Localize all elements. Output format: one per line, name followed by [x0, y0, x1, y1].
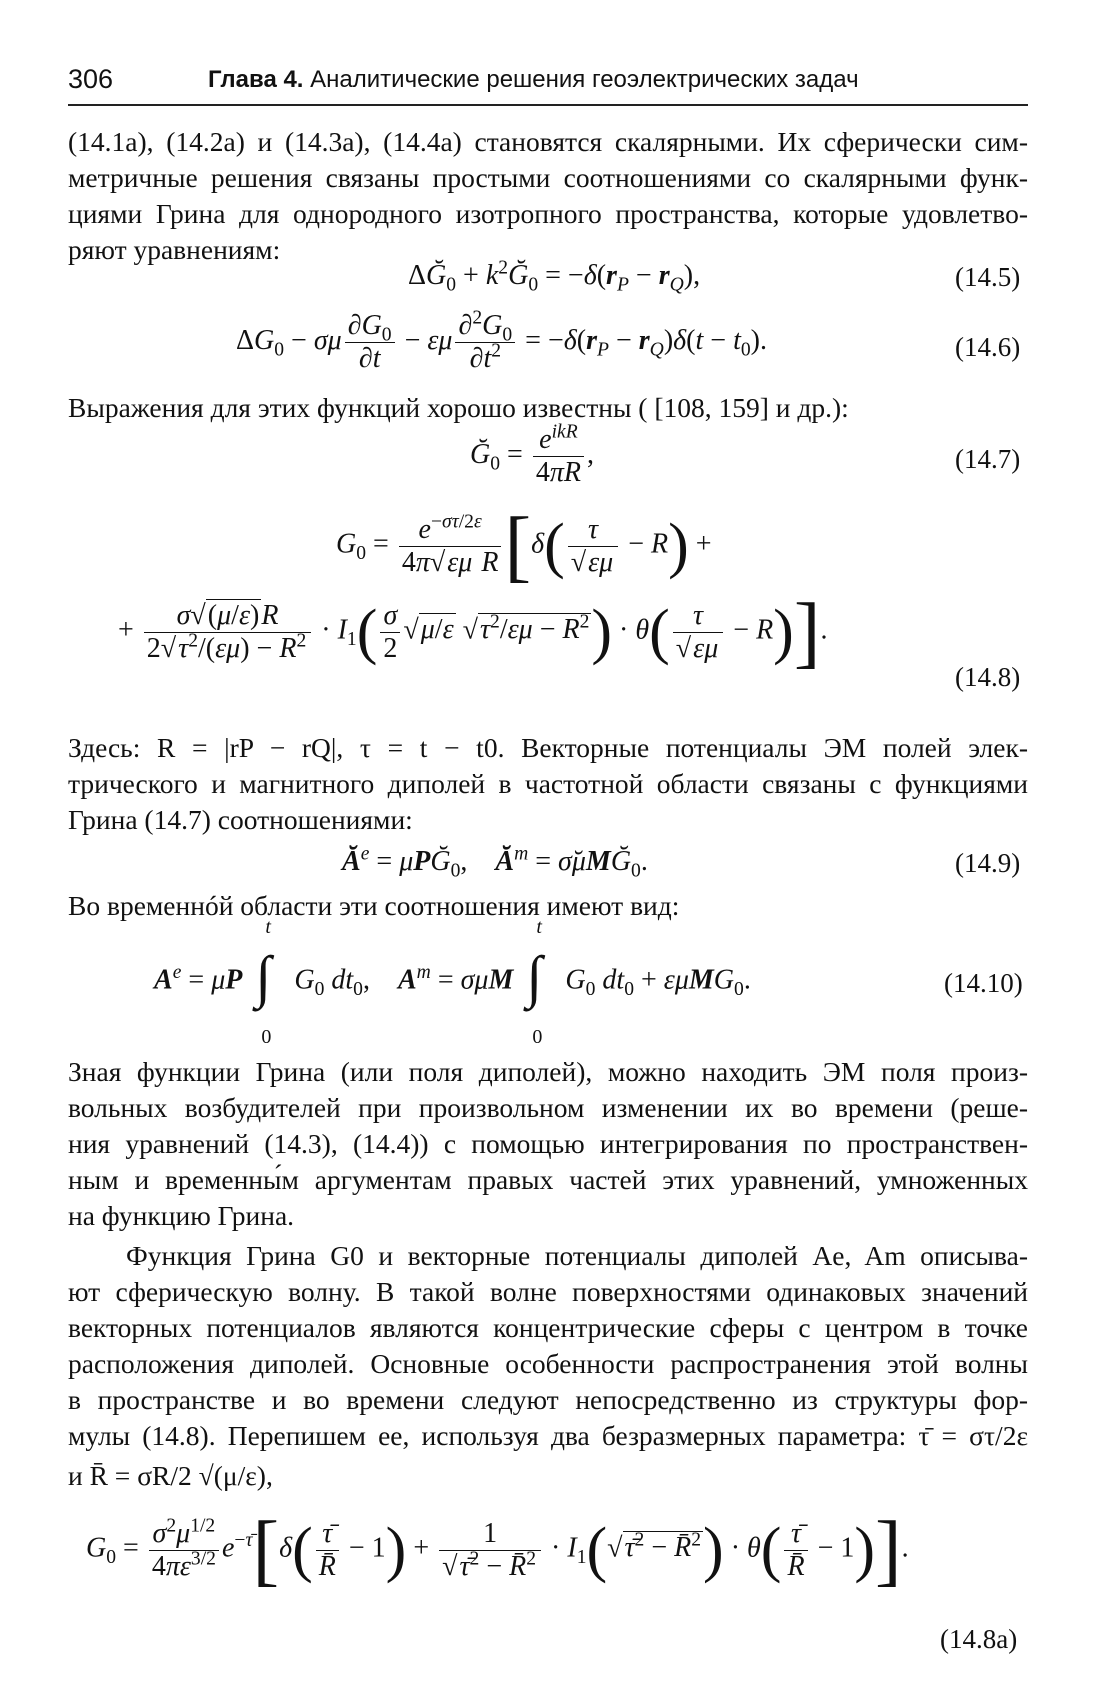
- equation-number: (14.10): [944, 968, 1023, 998]
- text-line: Здесь: R = |rP − rQ|, τ = t − t0. Векторные потенциалы ЭМ полей элек-: [68, 732, 1028, 763]
- text-line: вольных возбудителей при произвольном изменении их во времени (реше-: [68, 1092, 1028, 1123]
- text-line: ют сферическую волну. В такой волне поверхностями одинаковых значений: [68, 1276, 1028, 1307]
- text-line: и R̄ = σR/2 √(μ/ε),: [68, 1460, 273, 1491]
- running-header: [68, 60, 1028, 106]
- equation-14-6: $\Delta G_0 - \sigma\mu$ $\frac{\partial G_0}{\partial t}$ − εμ $\frac{\partial^2G_0}{\partial t^2}$ = $-\delta(r_P - r_Q)\delta(t - t_0)$.: [236, 307, 767, 374]
- text-line: Во временнóй области эти соотношения имеют вид:: [68, 890, 680, 921]
- text-line: векторных потенциалов являются концентрические сферы с центром в точке: [68, 1312, 1028, 1343]
- text-line: трического и магнитного диполей в частотной области связаны с функциями: [68, 768, 1028, 799]
- equation-14-8-line-1: $G_0$ = $\frac{e^{-\sigma\tau/2\varepsilon}}{\text{4π√εμ R}}$ [δ( $\frac{\tau}{√\varepsilon\mu}$ − R) +: [336, 502, 712, 590]
- chapter-heading: [208, 66, 859, 94]
- text-line: Функция Грина G0 и векторные потенциалы диполей Ae, Am описыва-: [126, 1240, 1028, 1271]
- equation-14-9: $Ă^e$ = μPĞ$_0$, $Ă^m$ = σ̆μMĞ$_0$.: [342, 843, 648, 882]
- text-line: ряют уравнениям:: [68, 234, 281, 265]
- text-line: Грина (14.7) соотношениями:: [68, 804, 413, 835]
- equation-14-10: $A^e = \mu P$ t ∫ 0 $G_0$ $dt_0$, $A^m = \sigma\mu M$ t ∫ 0 $G_0$ $dt_0 + \varepsilon\mu MG_0$.: [154, 916, 751, 1048]
- equation-14-8a: $G_0$ = $\frac{\sigma^2\mu^{1/2}}{4\pi\varepsilon^{3/2}}$ $e^{-\taū}[\delta$( $\frac{\taū}{R̄}$ − 1) + $\frac{1}{√\taū^2 - R̄^2}$ · $I_1(√\taū^2$ − R̄$^2$) · θ( $\frac{\taū}{R̄}$ − 1)].: [86, 1506, 909, 1594]
- equation-number: (14.7): [955, 444, 1021, 474]
- equation-number: (14.8а): [940, 1624, 1018, 1654]
- equation-number: (14.6): [955, 332, 1021, 362]
- equation-14-8-line-2: + $\frac{\sigma√(\mu/\varepsilon)R}{2√\tau^2/(\varepsilon\mu) - R^2}$ · $I_1$( $\frac{\sigma}{2}$ √μ/ε $√\tau^2/\varepsilon\mu - R^2) \cdot \theta$( $\frac{\tau}{√\varepsilon\mu}$ − R)].: [118, 588, 828, 676]
- text-line: мулы (14.8). Перепишем ее, используя два безразмерных параметра: τ̄ = στ/2ε: [68, 1420, 1028, 1451]
- equation-number: (14.5): [955, 262, 1021, 292]
- text-line: в пространстве и во времени следуют непосредственно из структуры фор-: [68, 1384, 1028, 1415]
- text-line: ния уравнений (14.3), (14.4)) с помощью интегрирования по пространствен-: [68, 1128, 1028, 1159]
- page-number: 306: [68, 64, 114, 94]
- equation-14-7: $Ğ_0$ = $\frac{e^{ikR}}{4\pi R}$ ,: [470, 421, 594, 488]
- chapter-label: Глава 4.: [208, 66, 304, 93]
- text-line: Выражения для этих функций хорошо известны ( [108, 159] и др.):: [68, 392, 849, 423]
- text-line: циями Грина для однородного изотропного пространства, которые удовлетво-: [68, 198, 1028, 229]
- text-line: ным и временны́м аргументам правых частей этих уравнений, умноженных: [68, 1164, 1028, 1195]
- text-line: расположения диполей. Основные особенности распространения этой волны: [68, 1348, 1028, 1379]
- equation-number: (14.8): [955, 662, 1021, 692]
- text-line: (14.1а), (14.2а) и (14.3а), (14.4а) становятся скалярными. Их сферически сим-: [68, 126, 1028, 157]
- equation-14-5: $\Delta Ğ_0$ + $k^2Ğ_0 = -\delta(r_P - r_Q)$,: [408, 257, 701, 296]
- equation-number: (14.9): [955, 848, 1021, 878]
- text-line: Зная функции Грина (или поля диполей), можно находить ЭМ поля произ-: [68, 1056, 1028, 1087]
- text-line: на функцию Грина.: [68, 1200, 295, 1231]
- chapter-title: Аналитические решения геоэлектрических задач: [310, 66, 859, 93]
- text-line: метричные решения связаны простыми соотношениями со скалярными функ-: [68, 162, 1028, 193]
